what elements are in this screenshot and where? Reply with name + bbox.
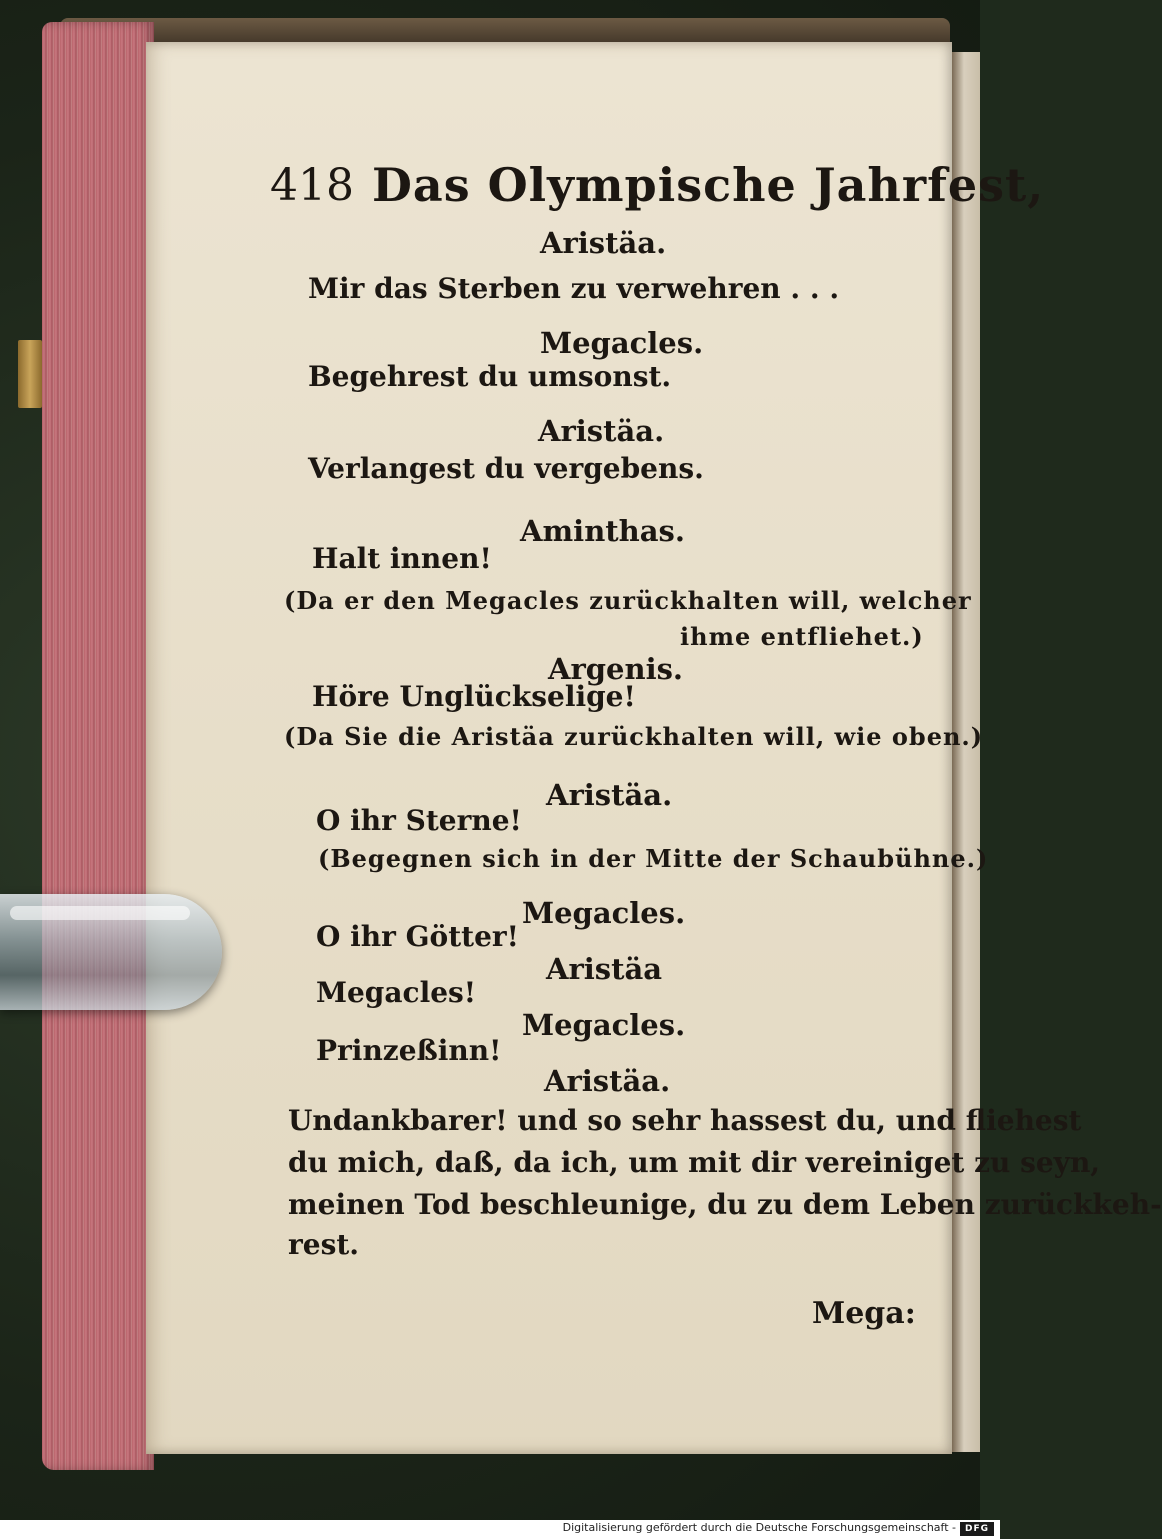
speech-line: rest. bbox=[288, 1228, 360, 1261]
speaker-name: Megacles. bbox=[522, 896, 686, 930]
right-background-strip bbox=[980, 0, 1000, 1539]
speaker-name: Megacles. bbox=[522, 1008, 686, 1042]
speaker-name: Argenis. bbox=[548, 652, 684, 686]
dialogue-line: Begehrest du umsonst. bbox=[308, 360, 672, 393]
stage-direction: (Da er den Megacles zurückhalten will, welcher bbox=[284, 586, 972, 615]
stage-direction: ihme entfliehet.) bbox=[680, 622, 924, 651]
stage-direction: (Begegnen sich in der Mitte der Schaubühne.) bbox=[318, 844, 989, 873]
dialogue-line: Verlangest du vergebens. bbox=[308, 452, 704, 485]
speech-line: Undankbarer! und so sehr hassest du, und fliehest bbox=[288, 1104, 1082, 1137]
facing-page-edge bbox=[952, 52, 982, 1452]
speaker-name: Aristäa bbox=[546, 952, 663, 986]
page-number: 418 bbox=[270, 160, 354, 211]
speaker-name: Megacles. bbox=[540, 326, 704, 360]
dialogue-line: O ihr Götter! bbox=[316, 920, 519, 953]
speaker-name: Aminthas. bbox=[520, 514, 685, 548]
speaker-name: Aristäa. bbox=[544, 1064, 671, 1098]
glass-page-weight bbox=[0, 894, 222, 1010]
catchword: Mega: bbox=[812, 1296, 916, 1331]
dialogue-line: Megacles! bbox=[316, 976, 477, 1009]
dialogue-line: Mir das Sterben zu verwehren . . . bbox=[308, 272, 840, 305]
dialogue-line: Halt innen! bbox=[312, 542, 492, 575]
dialogue-line: Höre Unglückselige! bbox=[312, 680, 636, 713]
bookmark-tab bbox=[18, 340, 42, 408]
speech-line: meinen Tod beschleunige, du zu dem Leben zurückkeh- bbox=[288, 1188, 1162, 1221]
speech-line: du mich, daß, da ich, um mit dir vereiniget zu seyn, bbox=[288, 1146, 1101, 1179]
speaker-name: Aristäa. bbox=[540, 226, 667, 260]
dfg-logo: DFG bbox=[960, 1522, 994, 1536]
speaker-name: Aristäa. bbox=[538, 414, 665, 448]
speaker-name: Aristäa. bbox=[546, 778, 673, 812]
dialogue-line: O ihr Sterne! bbox=[316, 804, 522, 837]
dialogue-line: Prinzeßinn! bbox=[316, 1034, 502, 1067]
page-fore-edge bbox=[42, 22, 154, 1470]
running-title: Das Olympische Jahrfest, bbox=[372, 158, 1045, 212]
footer-credit: Digitalisierung gefördert durch die Deutsche Forschungsgemeinschaft - bbox=[562, 1521, 956, 1534]
stage-direction: (Da Sie die Aristäa zurückhalten will, wie oben.) bbox=[284, 722, 984, 751]
